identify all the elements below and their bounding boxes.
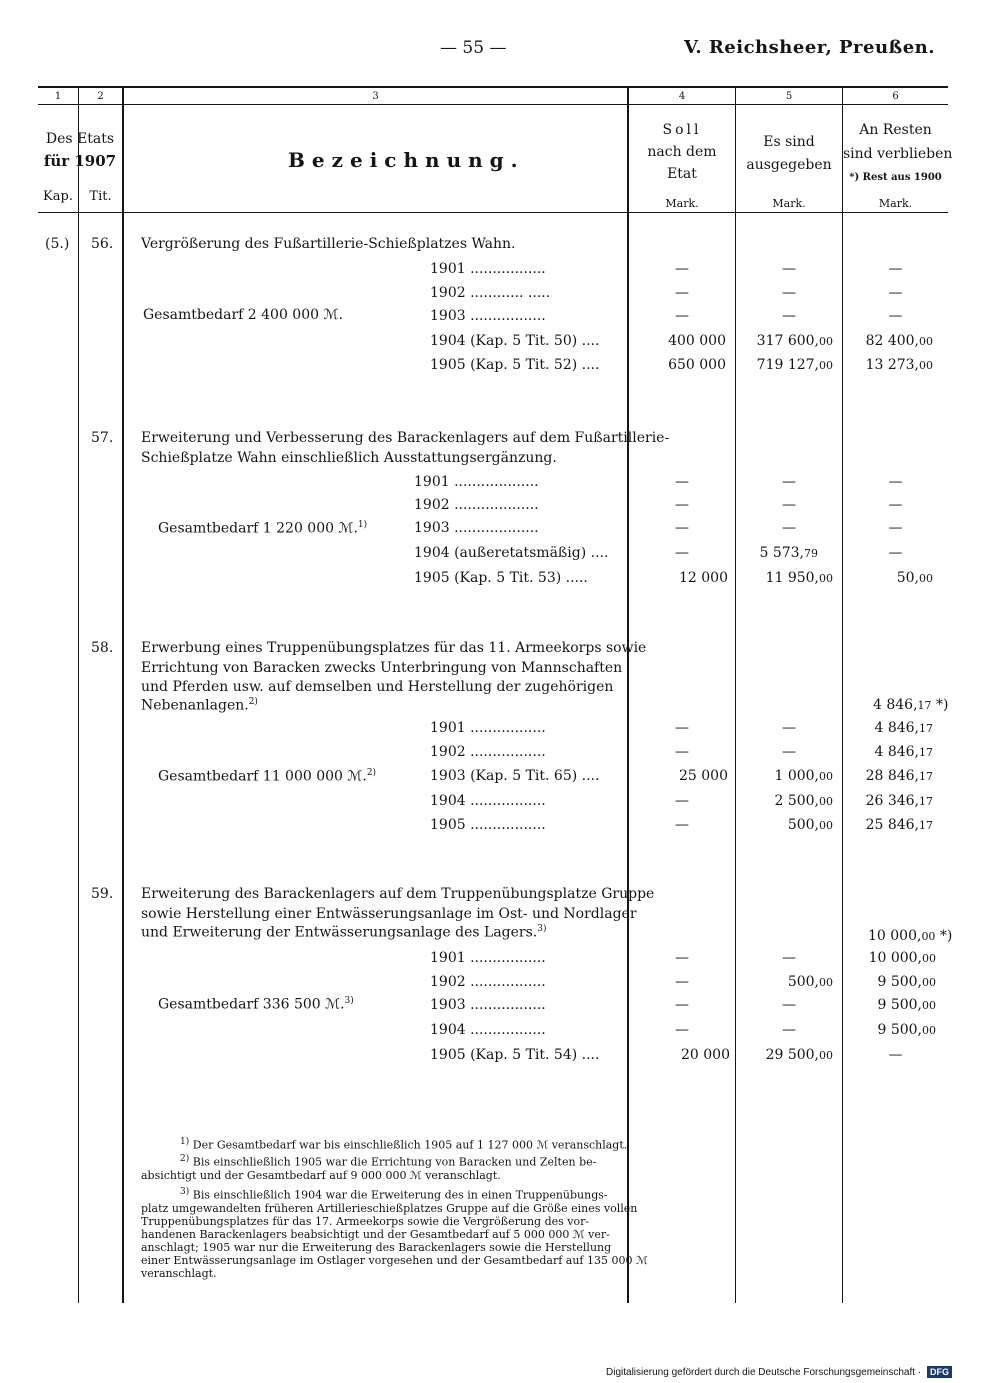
- entry-56-1902-rest: —: [888, 285, 903, 301]
- entry-59-1905-aus: 29 500,00: [765, 1047, 833, 1063]
- col-divider-1: [78, 88, 79, 1303]
- entry-59-1903-aus: —: [782, 997, 796, 1013]
- header-resten-2: sind verblieben: [843, 146, 953, 162]
- col-divider-2: [122, 88, 124, 1303]
- col-number-5: 5: [785, 91, 793, 102]
- header-mark-4: Mark.: [665, 197, 699, 210]
- footnote-3: $^{3)}$ Bis einschließlich 1904 war die Erweiterung des in einen Truppenübungs- platz umgewandelten früheren Artillerieschießplatzes Gruppe auf die Größe eines vollen Truppenübungsplatzes für das 17. Armeekorps sowie die Vergrößerung des vor- handenen Barackenlagers beabsichtigt und der Gesamtbedarf auf 5 000 000 ℳ ver- anschlagt; 1905 war nur die Erweiterung des Barackenlagers sowie die Herstellung einer Entwässerungsanlage im Ostlager vorgesehen und der Gesamtbedarf auf 135 000 ℳ veranschlagt.: [141, 1187, 648, 1280]
- entry-59-tit: 59.: [91, 886, 114, 902]
- col-number-4: 4: [678, 91, 686, 102]
- col-number-6: 6: [892, 91, 899, 102]
- header-soll-3: Etat: [667, 166, 697, 182]
- entry-58-title-line-2: Errichtung von Baracken zwecks Unterbringung von Mannschaften: [141, 660, 623, 676]
- header-soll-1: Soll: [662, 122, 702, 138]
- entry-59-year-1901: 1901 .................: [430, 950, 546, 966]
- entry-59-1904-soll: —: [675, 1022, 689, 1038]
- entry-57-1904-aus: 5 573,79: [759, 545, 818, 561]
- entry-56-1901-soll: —: [675, 261, 689, 277]
- header-mark-5: Mark.: [772, 197, 806, 210]
- entry-57-year-1901: 1901 ...................: [414, 474, 539, 490]
- footnote-2: $^{2)}$ Bis einschließlich 1905 war die Errichtung von Baracken und Zelten be- absichtigt und der Gesamtbedarf auf 9 000 000 ℳ veranschlagt.: [141, 1154, 597, 1182]
- entry-58-1902-rest: 4 846,17: [874, 744, 933, 760]
- page-number: — 55 —: [440, 38, 507, 58]
- entry-57-title-line-2: Schießplatze Wahn einschließlich Ausstattungsergänzung.: [141, 450, 557, 466]
- entry-59-carry-rest: 10 000,00 *): [868, 928, 953, 944]
- entry-56-1905-soll: 650 000: [668, 357, 726, 373]
- entry-59-gesamtbedarf: Gesamtbedarf 336 500 ℳ.$^{3)}$: [158, 996, 354, 1013]
- footnote-1: $^{1)}$ Der Gesamtbedarf war bis einschließlich 1905 auf 1 127 000 ℳ veranschlagt.: [180, 1137, 628, 1152]
- entry-58-title-line-4: Nebenanlagen.$^{2)}$: [141, 697, 258, 714]
- entry-59-1903-soll: —: [675, 997, 689, 1013]
- entry-57-1901-rest: —: [888, 474, 903, 490]
- entry-58-1904-aus: 2 500,00: [774, 793, 833, 809]
- entry-57-1902-soll: —: [675, 497, 689, 513]
- entry-57-year-1904: 1904 (außeretatsmäßig) ....: [414, 545, 609, 561]
- header-ausgegeben-1: Es sind: [763, 134, 815, 150]
- entry-59-year-1903: 1903 .................: [430, 997, 546, 1013]
- entry-56-year-1902: 1902 ............ .....: [430, 285, 551, 301]
- header-kap: Kap.: [43, 189, 73, 204]
- entry-56-1904-soll: 400 000: [668, 333, 726, 349]
- header-resten-1: An Resten: [859, 122, 932, 138]
- col-number-rule: [38, 104, 948, 105]
- entry-58-year-1904: 1904 .................: [430, 793, 546, 809]
- entry-56-kap: (5.): [45, 236, 70, 252]
- entry-58-carry-rest: 4 846,17 *): [873, 697, 949, 713]
- header-resten-note: *) Rest aus 1900: [849, 172, 942, 183]
- entry-58-1901-aus: —: [782, 720, 796, 736]
- entry-59-1905-rest: —: [888, 1047, 903, 1063]
- entry-56-1905-rest: 13 273,00: [865, 357, 933, 373]
- entry-57-1905-aus: 11 950,00: [765, 570, 833, 586]
- top-rule: [38, 86, 948, 88]
- entry-58-1905-aus: 500,00: [787, 817, 833, 833]
- header-des-etats: Des Etats: [45, 131, 115, 147]
- entry-59-1901-rest: 10 000,00: [868, 950, 936, 966]
- entry-59-1901-soll: —: [675, 950, 689, 966]
- header-fuer-1907: für 1907: [43, 152, 117, 170]
- entry-59-1902-soll: —: [675, 974, 689, 990]
- entry-56-year-1904: 1904 (Kap. 5 Tit. 50) ....: [430, 333, 600, 349]
- entry-57-1903-soll: —: [675, 520, 689, 536]
- entry-56-year-1903: 1903 .................: [430, 308, 546, 324]
- entry-58-year-1903: 1903 (Kap. 5 Tit. 65) ....: [430, 768, 600, 784]
- entry-56-1903-aus: —: [782, 308, 796, 324]
- header-mark-6: Mark.: [878, 197, 913, 210]
- entry-57-gesamtbedarf: Gesamtbedarf 1 220 000 ℳ.$^{1)}$: [158, 520, 368, 537]
- entry-59-title-line-3: und Erweiterung der Entwässerungsanlage des Lagers.$^{3)}$: [141, 924, 547, 941]
- entry-58-1901-rest: 4 846,17: [874, 720, 933, 736]
- entry-57-1902-rest: —: [888, 497, 903, 513]
- entry-56-year-1905: 1905 (Kap. 5 Tit. 52) ....: [430, 357, 600, 373]
- header-rule: [38, 212, 948, 213]
- entry-58-title-line-1: Erwerbung eines Truppenübungsplatzes für das 11. Armeekorps sowie: [141, 640, 647, 656]
- entry-56-1903-rest: —: [888, 308, 903, 324]
- entry-59-year-1902: 1902 .................: [430, 974, 546, 990]
- header-bezeichnung: Bezeichnung.: [288, 148, 525, 172]
- entry-56-1901-rest: —: [888, 261, 903, 277]
- entry-57-1905-rest: 50,00: [896, 570, 933, 586]
- digitization-credit: Digitalisierung gefördert durch die Deutsche Forschungsgemeinschaft · DFG: [606, 1366, 952, 1378]
- entry-58-gesamtbedarf: Gesamtbedarf 11 000 000 ℳ.$^{2)}$: [158, 768, 377, 785]
- entry-57-1901-aus: —: [782, 474, 796, 490]
- entry-57-year-1903: 1903 ...................: [414, 520, 539, 536]
- dfg-logo: DFG: [927, 1366, 952, 1378]
- entry-57-1902-aus: —: [782, 497, 796, 513]
- entry-56-1905-aus: 719 127,00: [756, 357, 833, 373]
- entry-58-title-line-3: und Pferden usw. auf demselben und Herstellung der zugehörigen: [141, 679, 614, 695]
- entry-59-year-1904: 1904 .................: [430, 1022, 546, 1038]
- entry-56-1904-rest: 82 400,00: [865, 333, 933, 349]
- entry-58-1902-aus: —: [782, 744, 796, 760]
- entry-59-1902-aus: 500,00: [787, 974, 833, 990]
- entry-59-year-1905: 1905 (Kap. 5 Tit. 54) ....: [430, 1047, 600, 1063]
- entry-57-1903-rest: —: [888, 520, 903, 536]
- entry-57-year-1902: 1902 ...................: [414, 497, 539, 513]
- entry-58-year-1902: 1902 .................: [430, 744, 546, 760]
- entry-58-1902-soll: —: [675, 744, 689, 760]
- entry-56-tit: 56.: [91, 236, 114, 252]
- entry-59-title-line-2: sowie Herstellung einer Entwässerungsanlage im Ost- und Nordlager: [141, 906, 637, 922]
- running-head: V. Reichsheer, Preußen.: [684, 37, 936, 58]
- entry-57-1903-aus: —: [782, 520, 796, 536]
- entry-58-1903-soll: 25 000: [679, 768, 728, 784]
- entry-57-year-1905: 1905 (Kap. 5 Tit. 53) .....: [414, 570, 588, 586]
- entry-58-1904-soll: —: [675, 793, 689, 809]
- entry-58-1901-soll: —: [675, 720, 689, 736]
- entry-59-1902-rest: 9 500,00: [877, 974, 936, 990]
- entry-58-1903-rest: 28 846,17: [865, 768, 933, 784]
- entry-57-tit: 57.: [91, 430, 114, 446]
- entry-58-1904-rest: 26 346,17: [865, 793, 933, 809]
- entry-58-tit: 58.: [91, 640, 114, 656]
- entry-56-gesamtbedarf: Gesamtbedarf 2 400 000 ℳ.: [143, 307, 343, 323]
- entry-56-1902-aus: —: [782, 285, 796, 301]
- header-tit: Tit.: [89, 189, 112, 204]
- col-number-2: 2: [97, 91, 104, 102]
- entry-56-year-1901: 1901 .................: [430, 261, 546, 277]
- entry-56-1904-aus: 317 600,00: [756, 333, 833, 349]
- entry-58-1903-aus: 1 000,00: [774, 768, 833, 784]
- entry-59-1903-rest: 9 500,00: [877, 997, 936, 1013]
- entry-59-1904-aus: —: [782, 1022, 796, 1038]
- col-number-1: 1: [54, 91, 62, 102]
- col-number-3: 3: [372, 91, 379, 102]
- entry-59-1901-aus: —: [782, 950, 796, 966]
- header-soll-2: nach dem: [647, 144, 717, 160]
- entry-57-1904-soll: —: [675, 545, 689, 561]
- entry-57-1901-soll: —: [675, 474, 689, 490]
- entry-59-1905-soll: 20 000: [681, 1047, 730, 1063]
- entry-58-1905-rest: 25 846,17: [865, 817, 933, 833]
- entry-59-title-line-1: Erweiterung des Barackenlagers auf dem Truppenübungsplatze Gruppe: [141, 886, 655, 902]
- entry-56-1903-soll: —: [675, 308, 689, 324]
- entry-56-1902-soll: —: [675, 285, 689, 301]
- entry-58-year-1905: 1905 .................: [430, 817, 546, 833]
- entry-57-1905-soll: 12 000: [679, 570, 728, 586]
- entry-59-1904-rest: 9 500,00: [877, 1022, 936, 1038]
- entry-57-title-line-1: Erweiterung und Verbesserung des Barackenlagers auf dem Fußartillerie-: [141, 430, 670, 446]
- entry-57-1904-rest: —: [888, 545, 903, 561]
- entry-58-year-1901: 1901 .................: [430, 720, 546, 736]
- entry-56-title: Vergrößerung des Fußartillerie-Schießplatzes Wahn.: [141, 236, 516, 252]
- header-ausgegeben-2: ausgegeben: [746, 157, 832, 173]
- entry-58-1905-soll: —: [675, 817, 689, 833]
- entry-56-1901-aus: —: [782, 261, 796, 277]
